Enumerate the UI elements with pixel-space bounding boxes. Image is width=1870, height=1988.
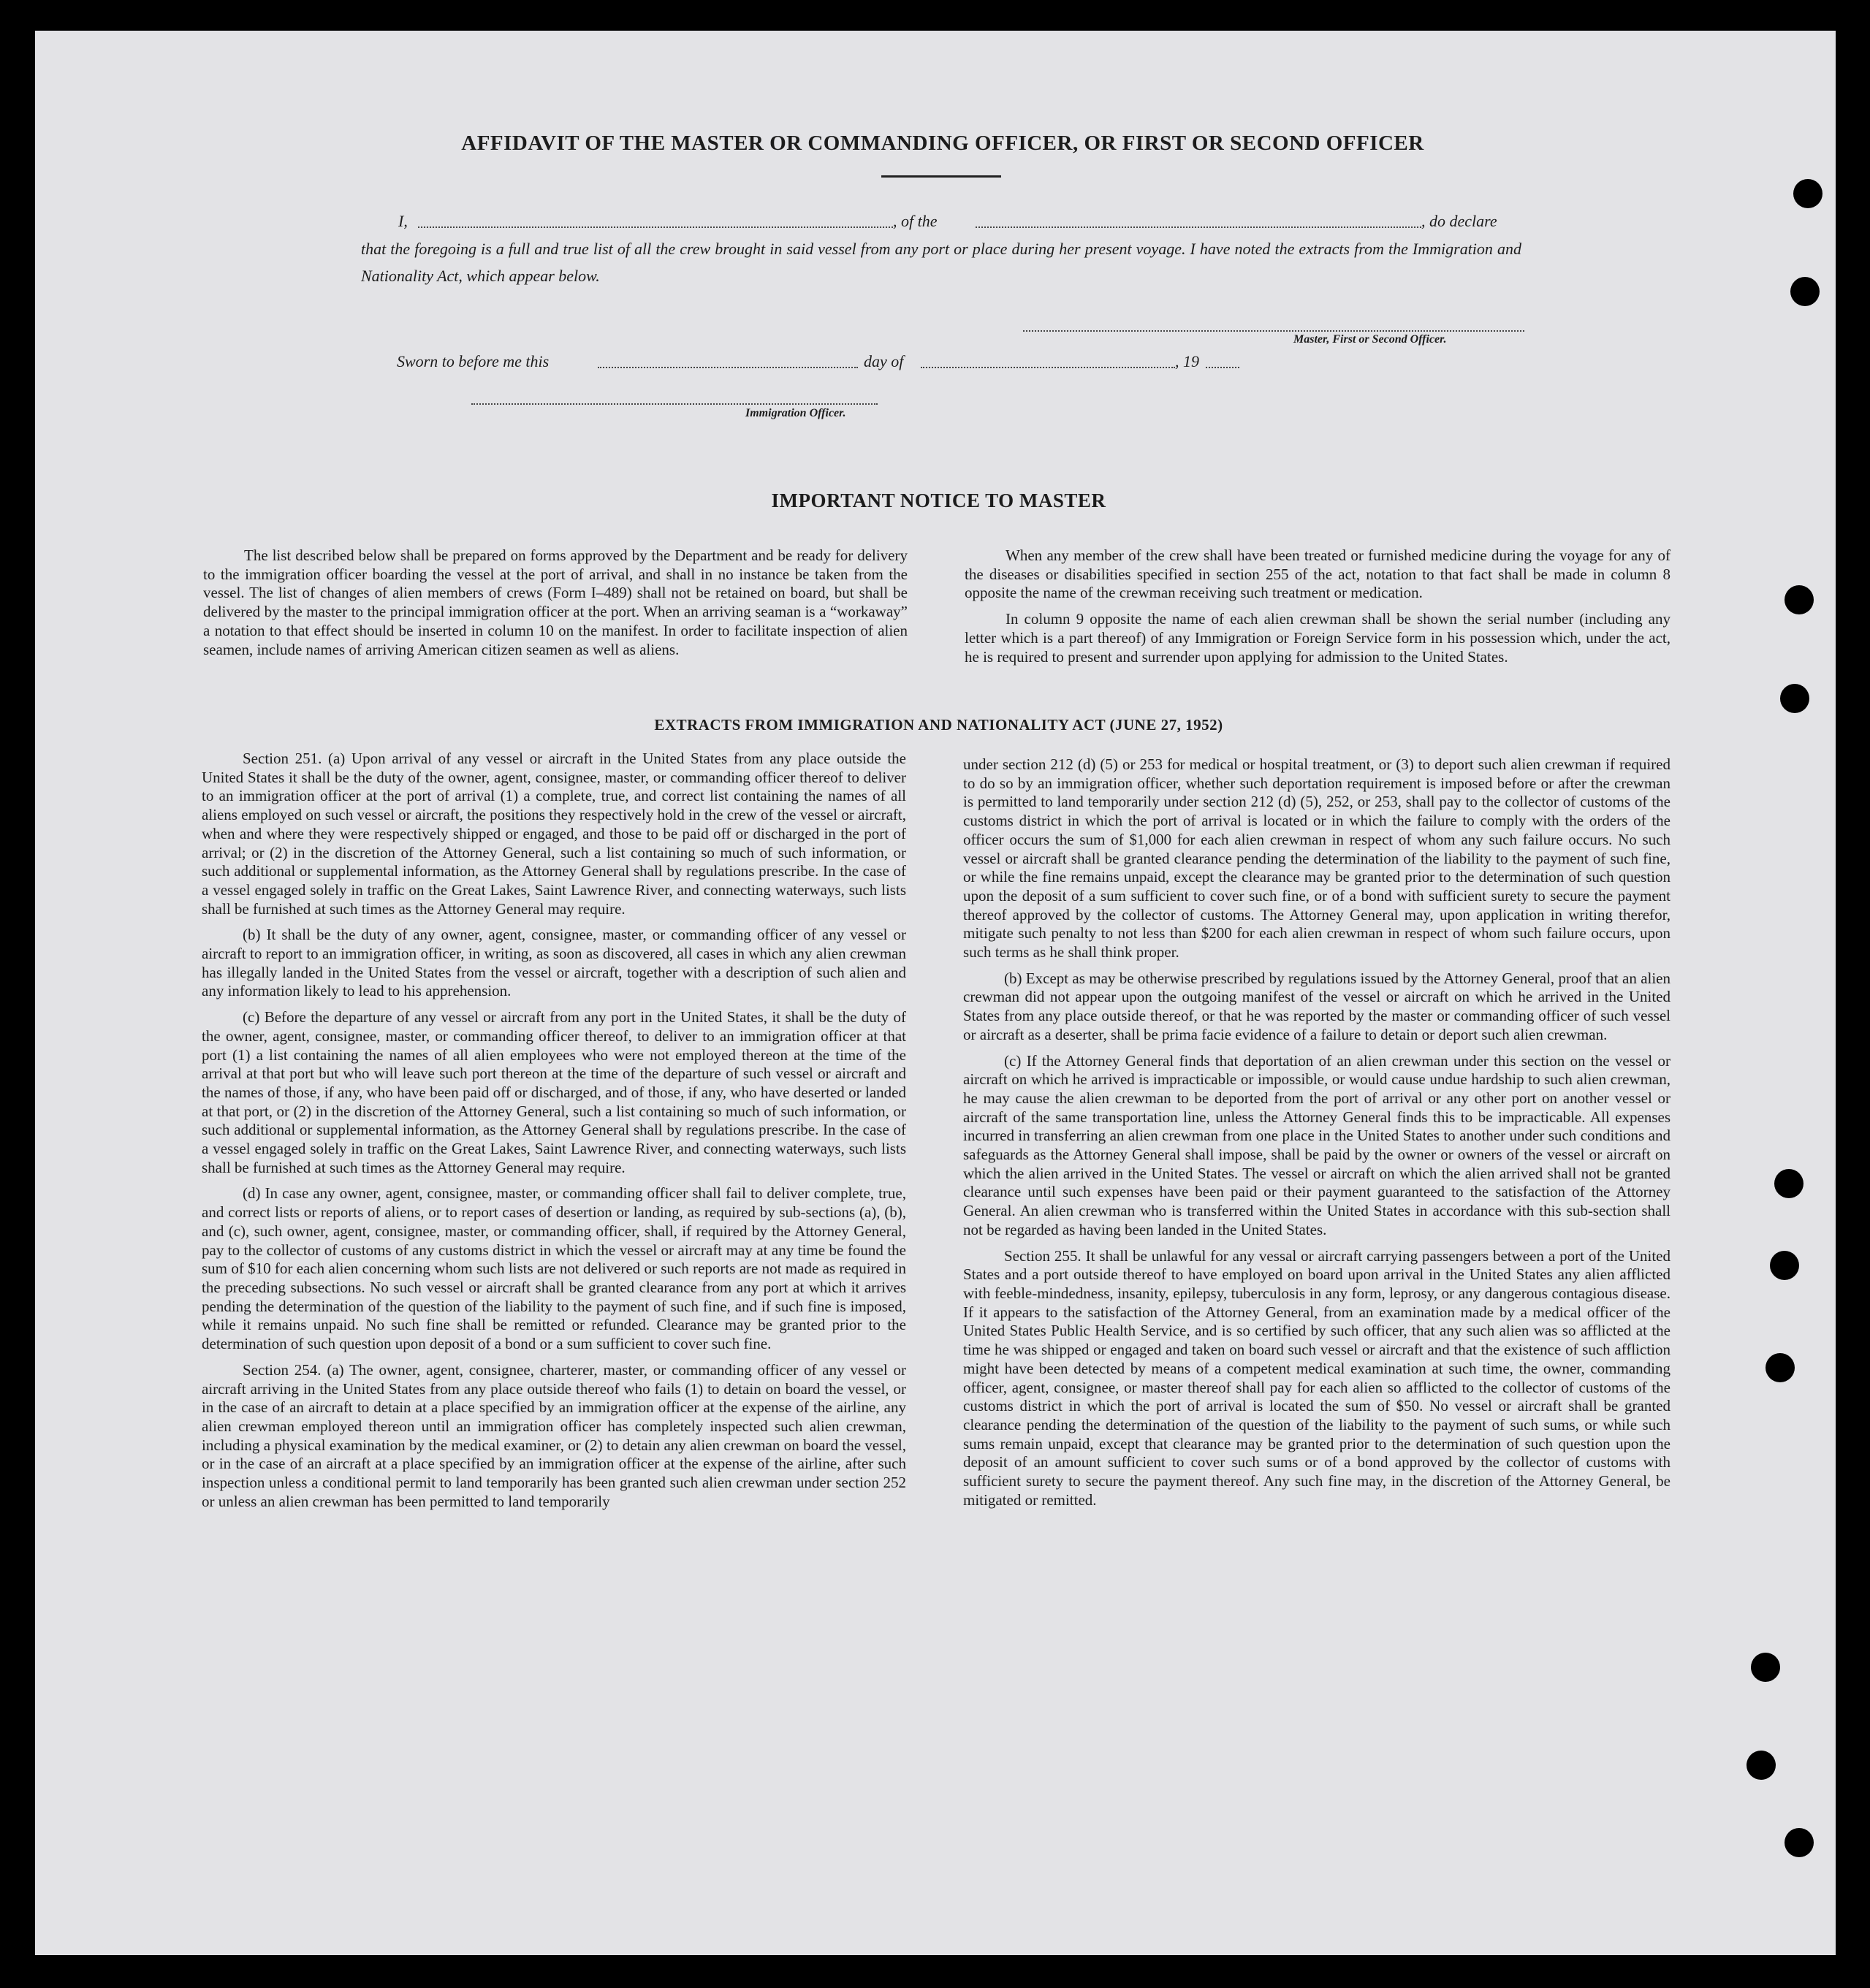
year-label: , 19 [1175,352,1199,370]
statute-paragraph: under section 212 (d) (5) or 253 for medical or hospital treatment, or (3) to deport such alien crewman if required to do so by an immigration officer, whether such deportation requirement is imposed before or after the crewman is permitted to land temporarily under section 212 (d) (5), 252, or 253, shall pay to the collector of customs of the customs district in which the port of arrival is located or in which the failure to comply with the orders of the officer occurs the sum of $1,000 for each alien crewman in respect of whom any such failure occurs. No such vessel or aircraft shall be granted clearance pending the determination of the liability to the payment of such fine, or while the fine remains unpaid, except the clearance may be granted prior to the determination of such question upon the deposit of a sum sufficient to cover such fine, or of a bond with sufficient surety to secure the payment thereof approved by the collector of customs. The Attorney General may, upon application in writing therefor, mitigate such penalty to not less than $200 for each alien crewman in respect of whom such failure occurs, upon such terms as he shall think proper. [963,755,1671,961]
extracts-left-column [202,750,906,1511]
notice-title: IMPORTANT NOTICE TO MASTER [771,490,1106,511]
punch-hole [1780,684,1809,713]
affidavit-title: AFFIDAVIT OF THE MASTER OR COMMANDING OFFICER, OR FIRST OR SECOND OFFICER [461,132,1424,155]
notice-right-column [965,546,1671,666]
officer-signature-line[interactable] [471,403,878,405]
statute-paragraph: Section 255. It shall be unlawful for any vessal or aircraft carrying passengers between a port of the United States and a port outside thereof to have employed on board upon arrival in the United States any alien afflicted with feeble-mindedness, insanity, epilepsy, tuberculosis in any form, leprosy, or any dangerous contagious disease. If it appears to the satisfaction of the Attorney General, from an examination made by a medical officer of the United States Public Health Service, and is so certified by such officer, that any such alien was so afflicted at the time he was shipped or engaged and taken on board such vessel or aircraft and that the existence of such affliction might have been detected by means of a competent medical examination at such time, the owner, commanding officer, agent, consignee, or master thereof shall pay for each alien so afflicted to the collector of customs of the customs district in which the port of arrival is located the sum of $50. No vessel or aircraft shall be granted clearance pending the determination of the question of the liability to the payment of such sums, or while such sums remain unpaid, except that clearance may be granted prior to the determination of such question upon the deposit of an amount sufficient to cover such sums or of a bond approved by the collector of customs with sufficient surety to secure the payment thereof. Any such fine may, in the discretion of the Attorney General, be mitigated or remitted. [963,1246,1671,1509]
master-signature-line[interactable] [1023,330,1524,332]
do-declare-label: , do declare [1421,212,1497,230]
statute-paragraph: (c) Before the departure of any vessel or aircraft from any port in the United States, it shall be the duty of the owner, agent, consignee, master, or commanding officer thereof, to deliver to an immigration officer at that port (1) a list containing the names of all alien employees who were not employed thereon at the time of the arrival at that port but who will leave such port thereon at the time of the departure of such vessel or aircraft and the names of those, if any, who have been paid off or discharged, and of those, if any, who have deserted or landed at that port, or (2) in the discretion of the Attorney General, such a list containing so much of such information, or such additional or supplemental information, as the Attorney General shall by regulations prescribe. In the case of a vessel engaged solely in traffic on the Great Lakes, Saint Lawrence River, and connecting waterways, such lists shall be furnished at such times as the Attorney General may require. [202,1008,906,1176]
sworn-month-field[interactable] [921,367,1175,368]
declaration-text: that the foregoing is a full and true list of all the crew brought in said vessel from any port or place during her present voyage. I have noted the extracts from the Immigration and Nationality Act, which appear below. [361,240,1521,285]
punch-hole [1774,1169,1804,1198]
master-signature-caption: Master, First or Second Officer. [1293,333,1447,346]
punch-hole [1751,1653,1780,1682]
declarant-label: I, [398,212,408,230]
punch-hole [1766,1353,1795,1382]
statute-paragraph: Section 254. (a) The owner, agent, consignee, charterer, master, or commanding officer of any vessel or aircraft arriving in the United States from any place outside thereof who fails (1) to detain on board the vessel, or in the case of an aircraft to detain at a place specified by an immigration officer at the expense of the airline, any alien crewman employed thereon until an immigration officer has completely inspected such alien crewman, including a physical examination by the medical examiner, or (2) to detain any alien crewman on board the vessel, or in the case of an aircraft at a place specified by an immigration officer at the expense of the airline, after such inspection unless a conditional permit to land temporarily has been granted such alien crewman under section 252 or unless an alien crewman has been permitted to land temporarily [202,1360,906,1510]
of-the-label: , of the [893,212,938,230]
statute-paragraph: (b) Except as may be otherwise prescribed by regulations issued by the Attorney General, proof that an alien crewman did not appear upon the outgoing manifest of the vessel or aircraft on which he arrived in the United States from any place outside thereof, or that he was reported by the master or commanding officer of such vessel or aircraft as a deserter, shall be prima facie evidence of a failure to detain or deport such alien crewman. [963,969,1671,1043]
statute-paragraph: (d) In case any owner, agent, consignee, master, or commanding officer shall fail to deliver complete, true, and correct lists or reports of aliens, or to report cases of desertion or landing, as required by sub-sections (a), (b), and (c), such owner, agent, consignee, master, or commanding officer, shall, if required by the Attorney General, pay to the collector of customs of any customs district in which the vessel or aircraft may at any time be found the sum of $10 for each alien concerning whom such lists are not delivered or such reports are not made as required in the preceding subsections. No such vessel or aircraft shall be granted clearance from any port at which it arrives pending the determination of the question of the liability to the payment of such fine, and if such fine is imposed, while it remains unpaid. No such fine shall be remitted or refunded. Clearance may be granted prior to the determination of such question upon deposit of a bond or a sum sufficient to cover such fine. [202,1184,906,1353]
extracts-right-column [963,755,1671,1509]
declarant-name-field[interactable] [418,226,893,228]
punch-hole [1785,585,1814,614]
notice-left-column [203,546,908,659]
sworn-day-field[interactable] [598,367,858,368]
title-underline [881,175,1001,178]
statute-paragraph: (c) If the Attorney General finds that deportation of an alien crewman under this section on the vessel or aircraft on which he arrived is impracticable or impossible, or would cause undue hardship to such alien crewman, he may cause the alien crewman to be deported from the port of arrival or any other port on another vessel or aircraft of the same transportation line, unless the Attorney General finds this to be impracticable. All expenses incurred in transferring an alien crewman from one place in the United States to another under such conditions and safeguards as the Attorney General shall impose, shall be paid by the owner or owners of the vessel or aircraft on which the alien arrived in the United States. The vessel or aircraft on which the alien arrived shall not be granted clearance until such expenses have been paid or their payment guaranteed to the satisfaction of the Attorney General. An alien crewman who is transferred within the United States in accordance with this sub-section shall not be regarded as having been landed in the United States. [963,1051,1671,1238]
notice-paragraph: In column 9 opposite the name of each alien crewman shall be shown the serial number (including any letter which is a part thereof) of any Immigration or Foreign Service form in his possession which, under the act, he is required to present and surrender upon applying for admission to the United States. [965,610,1671,666]
officer-signature-caption: Immigration Officer. [745,407,846,419]
punch-hole [1770,1251,1799,1280]
statute-paragraph: (b) It shall be the duty of any owner, agent, consignee, master, or commanding officer of any vessel or aircraft to report to an immigration officer, in writing, as soon as discovered, all cases in which any alien crewman has illegally landed in the United States from the vessel or aircraft, together with a description of such alien and any information likely to lead to his apprehension. [202,926,906,1000]
vessel-name-field[interactable] [976,226,1421,228]
punch-hole [1790,277,1820,306]
day-of-label: day of [864,352,904,370]
extracts-title: EXTRACTS FROM IMMIGRATION AND NATIONALITY ACT (JUNE 27, 1952) [654,716,1223,734]
notice-paragraph: The list described below shall be prepared on forms approved by the Department and be ready for delivery to the immigration officer boarding the vessel at the port of arrival, and shall in no instance be taken from the vessel. The list of changes of alien members of crews (Form I–489) shall not be retained on board, but shall be delivered by the master to the principal immigration officer at the port. When an arriving seaman is a “workaway” a notation to that effect should be inserted in column 10 on the manifest. In order to facilitate inspection of alien seamen, include names of arriving American citizen seamen as well as aliens. [203,546,908,658]
punch-hole [1747,1751,1776,1780]
sworn-label: Sworn to before me this [397,352,550,370]
punch-hole [1785,1828,1814,1857]
statute-paragraph: Section 251. (a) Upon arrival of any vessel or aircraft in the United States from any place outside the United States it shall be the duty of the owner, agent, consignee, master, or commanding officer thereof to deliver to an immigration officer at the port of arrival (1) a complete, true, and correct list containing the names of all aliens employed on such vessel or aircraft, the positions they respectively hold in the crew of the vessel or aircraft, when and where they were respectively shipped or engaged, and those to be paid off or discharged in the port of arrival; or (2) in the discretion of the Attorney General, such a list containing so much of such information, or such additional or supplemental information, as the Attorney General shall by regulations prescribe. In the case of a vessel engaged solely in traffic on the Great Lakes, Saint Lawrence River, and connecting waterways, such lists shall be furnished at such times as the Attorney General may require. [202,750,906,918]
punch-hole [1793,179,1823,208]
notice-paragraph: When any member of the crew shall have been treated or furnished medicine during the voyage for any of the diseases or disabilities specified in section 255 of the act, notation to that fact shall be made in column 8 opposite the name of the crewman receiving such treatment or medication. [965,546,1671,602]
sworn-year-field[interactable] [1206,367,1239,368]
